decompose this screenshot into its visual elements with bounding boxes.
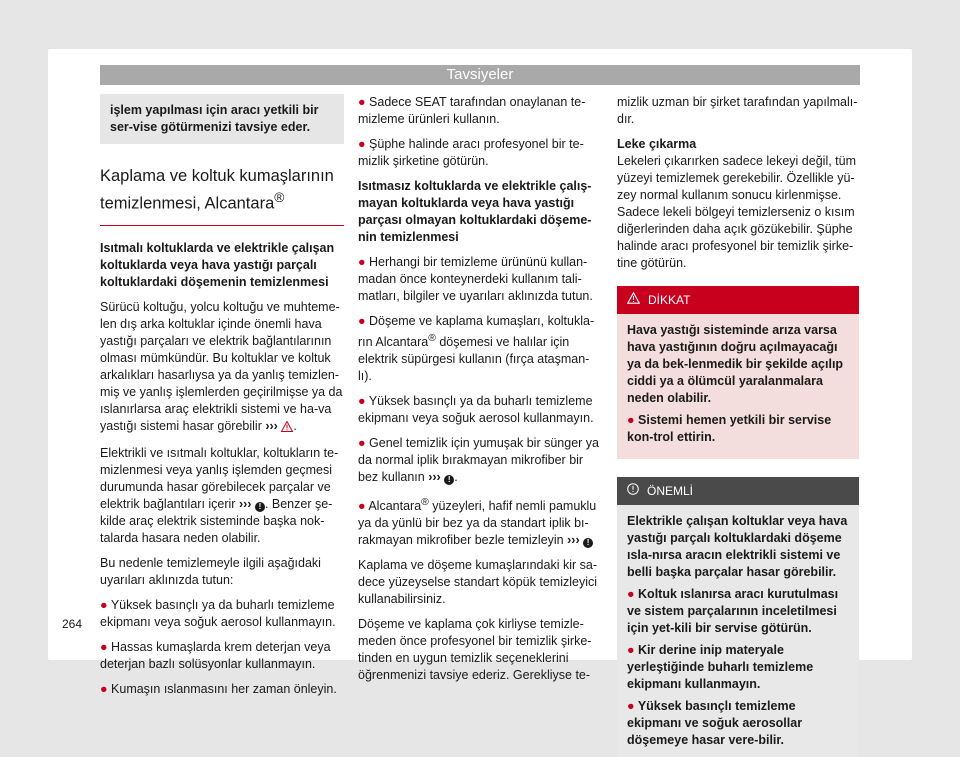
bullet-icon: ● — [100, 597, 111, 612]
list-item: ● Sadece SEAT tarafından onaylanan te-mizleme ürünleri kullanın. — [358, 95, 586, 126]
bullet-icon: ● — [358, 314, 370, 328]
section-title-text: Kaplama ve koltuk kumaşlarının temizlenmesi, Alcantara — [100, 167, 334, 213]
paragraph-5: Döşeme ve kaplama çok kirliyse temizle-meden önce profesyonel bir temizlik şirke-tinden en uygun temizlik seçeneklerini öğrenmenizi tavsiye ederiz. Gerekliyse te- — [358, 617, 592, 683]
info-circle-icon: ! — [444, 475, 454, 485]
warning-box — [617, 286, 859, 459]
section-title-sup: ® — [274, 190, 285, 205]
ref-arrows[interactable]: ››› — [238, 496, 252, 511]
warning-text: Hava yastığı sisteminde arıza varsa hava yastığının doğru açılmayacağı ya da bek-lenmedik bir şekilde açılıp ciddi ya a ölümcül yaralanmalara neden olabilir. — [627, 323, 844, 405]
list-item: ● Herhangi bir temizleme ürününü kullan-madan önce konteynerdeki kullanım tali-matları, bilgiler ve uyarıları aklınızda tutun. — [358, 255, 593, 303]
bullet-icon: ● — [100, 681, 112, 696]
warning-triangle-icon — [281, 420, 293, 437]
paragraph-2b: . Benzer şe-kilde araç elektrik sisteminde başka nok-talarda hasara neden olabilir. — [100, 496, 333, 545]
subheading-2: Isıtmasız koltuklarda ve elektrikle çalış-mayan koltuklarda veya hava yastığı parçası olmayan koltuklardaki döşeme-nin temizlenmesi — [358, 179, 592, 244]
paragraph-1: Sürücü koltuğu, yolcu koltuğu ve muhteme-len dış arka koltuklar içinde önemli hava yastığı parçaları ve elektrik bağlantılarının olması mümkündür. Bu koltuklar ve koltuk arkalıkları hasarlıysa ya da yanlış temizlen-miş ve yanlış işlemlerden geçirilmişse ya da ıslanırlarsa araç elektrikli sistemi ve ha-va yastığı sistemi hasar görebilir ››› . — [100, 299, 344, 437]
warning-header — [617, 286, 859, 314]
paragraph-3: Bu nedenle temizlemeyle ilgili aşağıdaki uyarıları aklınızda tutun: — [100, 555, 321, 587]
page-number: 264 — [62, 617, 83, 631]
note-header — [617, 477, 859, 505]
list-item: ● Alcantara® yüzeyleri, hafif nemli pamuklu ya da yünlü bir bez ya da standart iplik bı-rakmayan mikrofiber bezle temizleyin ››› ! — [358, 497, 597, 548]
note-title: ÖNEMLİ — [647, 484, 694, 498]
bullet-icon: ● — [627, 413, 639, 427]
note-box — [617, 477, 859, 757]
bullet-icon: ● — [358, 95, 370, 109]
info-circle-icon — [627, 483, 639, 499]
bullet-icon: ● — [358, 137, 370, 151]
ref-arrows[interactable]: ››› — [265, 418, 278, 433]
list-item: ● Kir derine inip materyale yerleştiğinde buharlı temizleme ekipmanı kullanmayın. — [627, 643, 814, 691]
bullet-icon: ● — [358, 499, 369, 514]
bullet-icon: ● — [100, 639, 112, 654]
list-item: ● Kumaşın ıslanmasını her zaman önleyin. — [100, 681, 337, 696]
header-title: Tavsiyeler — [446, 66, 514, 83]
list-item: ● Yüksek basınçlı ya da buharlı temizleme ekipmanı veya soğuk aerosol kullanmayın. — [100, 597, 336, 629]
list-item: ● Koltuk ıslanırsa aracı kurutulması ve sistem parçalarının inceletilmesi için yet-kili bir servise götürün. — [627, 587, 839, 635]
column-2 — [358, 94, 600, 692]
bullet-icon: ● — [627, 643, 639, 657]
paragraph-1-text: Sürücü koltuğu, yolcu koltuğu ve muhteme-len dış arka koltuklar içinde önemli hava yastığı parçaları ve elektrik bağlantılarının olması mümkündür. Bu koltuklar ve koltuk arkalıkları hasarlıysa ya da yanlış temizlen-miş ve yanlış işlemlerden geçirilmişse ya da ıslanırlarsa araç elektrikli sistemi ve ha-va yastığı sistemi hasar görebilir — [100, 299, 343, 433]
list-item: ● Sistemi hemen yetkili bir servise kon-trol ettirin. — [627, 413, 832, 444]
header-bar — [100, 65, 860, 85]
paragraph-6: Lekeleri çıkarırken sadece lekeyi değil, tüm yüzeyi temizlemek gerekebilir. Özellikle yü-zey normal kullanım sonucu kirlenmişse. Sadece lekeli bölgeyi temizlerseniz o kısım diğerlerinden daha açık gözükebilir. Şüphe halinde aracı profesyonel bir temizlik şirke-tine götürün. — [617, 154, 857, 270]
list-item: ● Döşeme ve kaplama kumaşları, koltukla-rın Alcantara® döşemesi ve halılar için elektrik süpürgesi kullanın (fırça ataşman-lı). — [358, 314, 595, 384]
list-item: ● Hassas kumaşlarda krem deterjan veya deterjan bazlı solüsyonlar kullanmayın. — [100, 639, 331, 671]
note-body — [617, 505, 859, 757]
list-item: ● Yüksek basınçlı temizleme ekipmanı ve soğuk aerosollar döşemeye hasar vere-bilir. — [627, 699, 803, 747]
list-item: ● Genel temizlik için yumuşak bir sünger ya da normal iplik bırakmayan mikrofiber bir bez kullanın ››› ! . — [358, 436, 599, 485]
info-circle-icon: ! — [583, 538, 593, 548]
warning-triangle-icon — [627, 292, 640, 308]
info-circle-icon: ! — [255, 502, 265, 512]
subheading-1: Isıtmalı koltuklarda ve elektrikle çalışan koltuklarda veya hava yastığı parçalı koltuklardaki döşemenin temizlenmesi — [100, 240, 335, 289]
list-item: ● Yüksek basınçlı ya da buharlı temizleme ekipmanı veya soğuk aerosol kullanmayın. — [358, 394, 594, 426]
ref-arrows[interactable]: ››› — [567, 533, 580, 548]
warning-title: DİKKAT — [648, 293, 691, 307]
bullet-icon: ● — [358, 255, 370, 269]
ref-arrows[interactable]: ››› — [428, 470, 441, 485]
warning-body — [617, 314, 859, 459]
column-3 — [617, 94, 859, 757]
paragraph-2a: Elektrikli ve ısıtmalı koltuklar, koltukların te-mizlenmesi veya yanlış işlemden geçmesi durumunda hasar görebilecek parçalar ve elektrik bağlantıları içerir — [100, 445, 339, 511]
info-box: işlem yapılması için aracı yetkili bir ser-vise götürmenizi tavsiye eder. — [100, 94, 344, 144]
section-title — [100, 166, 344, 226]
note-text: Elektrikle çalışan koltuklar veya hava yastığı parçalı koltuklardaki döşeme ısla-nırsa aracın elektrikli sistemi ve belli başka parçalar hasar görebilir. — [627, 514, 848, 579]
paragraph-4: Kaplama ve döşeme kumaşlarındaki kir sa-dece yüzeyselse standart köpük temizleyici kullanabilirsiniz. — [358, 558, 598, 607]
paragraph-2 — [100, 445, 344, 547]
paragraph-cont: mizlik uzman bir şirket tarafından yapılmalı-dır. — [617, 95, 858, 126]
column-1 — [100, 94, 344, 706]
bullet-icon: ● — [627, 699, 638, 713]
list-item: ● Şüphe halinde aracı profesyonel bir te-mizlik şirketine götürün. — [358, 137, 584, 168]
bullet-icon: ● — [627, 587, 639, 601]
bullet-icon: ● — [358, 436, 370, 451]
subheading-3: Leke çıkarma — [617, 137, 697, 151]
bullet-icon: ● — [358, 394, 369, 409]
